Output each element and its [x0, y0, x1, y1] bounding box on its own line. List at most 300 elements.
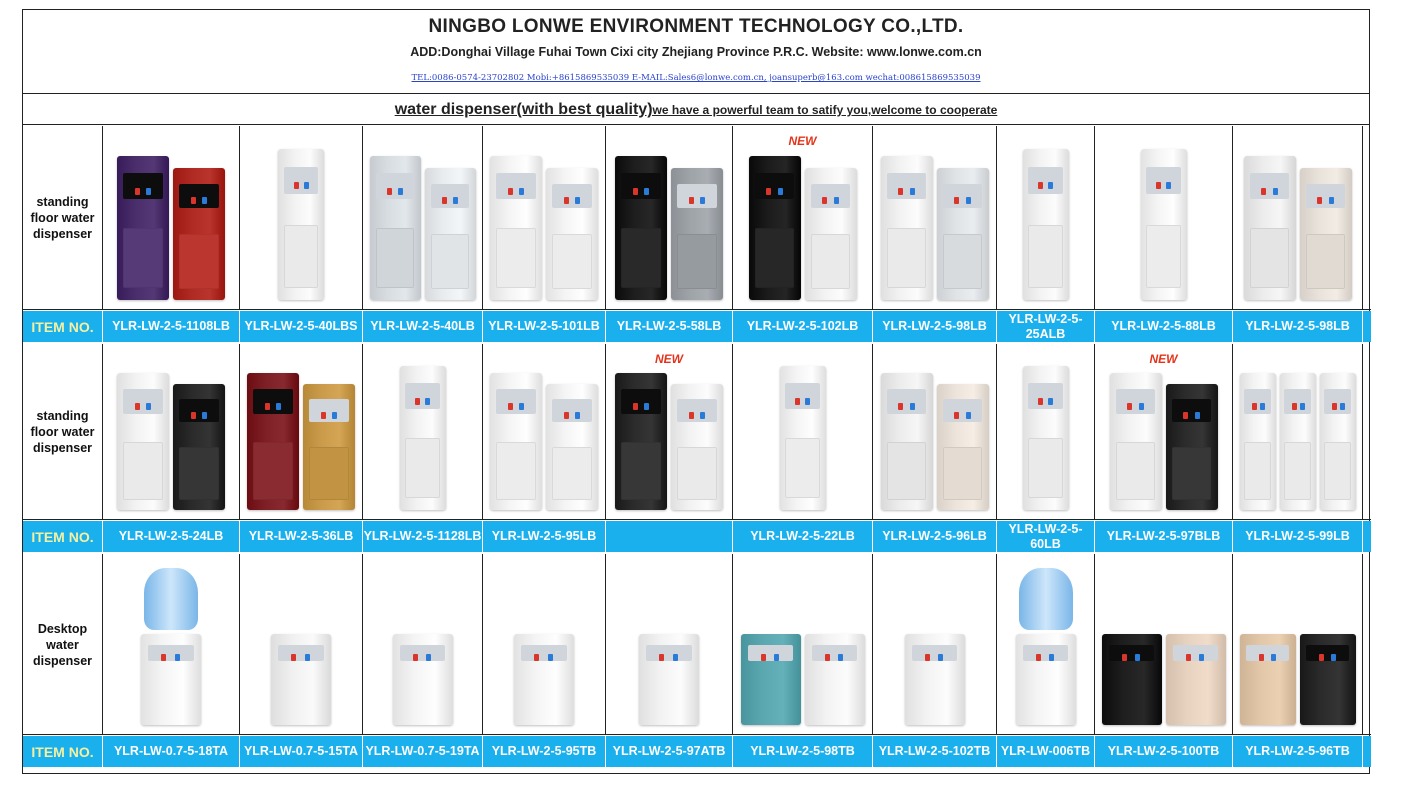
cold-tap-icon: [305, 654, 310, 661]
cold-tap-icon: [774, 654, 779, 661]
dispensing-recess: [677, 399, 717, 422]
dispenser-image: [1016, 634, 1076, 725]
dispenser-image: [514, 634, 574, 725]
dispenser-image: [1244, 156, 1296, 300]
hot-tap-icon: [1332, 403, 1337, 410]
cold-tap-icon: [575, 412, 580, 419]
item-code: YLR-LW-2-5-60LB: [997, 521, 1095, 552]
dispenser-image: [615, 156, 667, 300]
dispenser-image: [615, 373, 667, 510]
cold-tap-icon: [1048, 182, 1053, 189]
hot-tap-icon: [898, 403, 903, 410]
cold-tap-icon: [966, 412, 971, 419]
cold-tap-icon: [304, 182, 309, 189]
cold-tap-icon: [966, 197, 971, 204]
hot-tap-icon: [265, 403, 270, 410]
dispenser-image: [671, 168, 723, 300]
hot-tap-icon: [508, 188, 513, 195]
hot-tap-icon: [954, 197, 959, 204]
hot-tap-icon: [1261, 188, 1266, 195]
dispenser-image: [117, 373, 169, 510]
catalog-subtitle: [23, 95, 1369, 125]
hot-tap-icon: [1317, 197, 1322, 204]
dispensing-recess: [912, 645, 958, 661]
product-image-cell[interactable]: [997, 554, 1095, 735]
item-code: YLR-LW-2-5-98TB: [733, 736, 873, 767]
dispensing-recess: [1324, 389, 1351, 414]
hot-tap-icon: [633, 403, 638, 410]
cold-tap-icon: [673, 654, 678, 661]
item-no-label: ITEM NO.: [23, 521, 103, 552]
item-code: YLR-LW-2-5-100TB: [1095, 736, 1233, 767]
hot-tap-icon: [564, 197, 569, 204]
dispenser-image: [1110, 373, 1162, 510]
dispenser-image: [490, 373, 542, 510]
dispenser-image: [247, 373, 299, 510]
product-image-cell[interactable]: [606, 344, 733, 520]
hot-tap-icon: [659, 654, 664, 661]
company-address: ADD:Donghai Village Fuhai Town Cixi city Zhejiang Province P.R.C. Website: www.lonwe.com.cn: [410, 45, 982, 59]
hot-tap-icon: [633, 188, 638, 195]
hot-tap-icon: [925, 654, 930, 661]
item-code: YLR-LW-2-5-98LB: [873, 311, 997, 342]
cold-tap-icon: [146, 188, 151, 195]
item-code: YLR-LW-2-5-101LB: [483, 311, 606, 342]
item-number-row: [23, 521, 1371, 552]
dispenser-image: [1300, 634, 1356, 725]
catalog-sheet: [22, 9, 1370, 774]
subtitle-tail: we have a powerful team to satify you,welcome to cooperate: [652, 103, 998, 117]
product-image-cell[interactable]: [873, 344, 997, 520]
item-code: YLR-LW-2-5-25ALB: [997, 311, 1095, 342]
hot-tap-icon: [898, 188, 903, 195]
cold-tap-icon: [938, 654, 943, 661]
item-code: YLR-LW-2-5-102TB: [873, 736, 997, 767]
new-badge: NEW: [788, 134, 817, 148]
hot-tap-icon: [1319, 654, 1324, 661]
cabinet-door: [943, 447, 983, 500]
cold-tap-icon: [1135, 654, 1140, 661]
cold-tap-icon: [1199, 654, 1204, 661]
item-code: YLR-LW-2-5-88LB: [1095, 311, 1233, 342]
dispensing-recess: [811, 184, 851, 208]
category-label: Desktop water dispenser: [23, 554, 103, 735]
dispensing-recess: [148, 645, 194, 661]
dispenser-image: [1280, 373, 1316, 510]
product-image-cell[interactable]: [1095, 344, 1233, 520]
product-image-cell[interactable]: [606, 126, 733, 310]
cabinet-door: [496, 228, 536, 288]
item-number-row: [23, 736, 1371, 767]
cabinet-door: [1306, 234, 1346, 289]
dispenser-image: [278, 149, 324, 300]
new-badge: NEW: [1149, 352, 1178, 366]
cabinet-door: [552, 234, 592, 289]
category-label: standing floor water dispenser: [23, 344, 103, 520]
cabinet-door: [811, 234, 851, 289]
dispenser-image: [805, 634, 865, 725]
hot-tap-icon: [825, 654, 830, 661]
hot-tap-icon: [321, 412, 326, 419]
cold-tap-icon: [910, 403, 915, 410]
item-code: YLR-LW-2-5-40LB: [363, 311, 483, 342]
dispenser-image: [780, 366, 826, 510]
product-image-cell[interactable]: [997, 126, 1095, 310]
item-code: YLR-LW-2-5-99LB: [1233, 521, 1363, 552]
dispenser-image: [639, 634, 699, 725]
cold-tap-icon: [1049, 654, 1054, 661]
item-code: YLR-LW-2-5-22LB: [733, 521, 873, 552]
dispensing-recess: [123, 389, 163, 414]
dispenser-image: [546, 168, 598, 300]
hot-tap-icon: [1038, 398, 1043, 405]
product-image-cell[interactable]: [733, 126, 873, 310]
cold-tap-icon: [834, 197, 839, 204]
dispensing-recess: [812, 645, 858, 661]
dispenser-image: [1023, 366, 1069, 510]
dispenser-image: [1240, 373, 1276, 510]
product-image-cell[interactable]: [1233, 126, 1363, 310]
hot-tap-icon: [508, 403, 513, 410]
dispensing-recess: [621, 173, 661, 199]
product-image-cell[interactable]: [103, 126, 240, 310]
cold-tap-icon: [426, 654, 431, 661]
cabinet-door: [552, 447, 592, 500]
dispenser-image: [1166, 384, 1218, 510]
dispenser-image: [1300, 168, 1352, 300]
item-code: YLR-LW-2-5-1108LB: [103, 311, 240, 342]
product-image-cell[interactable]: [997, 344, 1095, 520]
cabinet-door: [785, 438, 820, 498]
dispensing-recess: [1284, 389, 1311, 414]
cold-tap-icon: [202, 197, 207, 204]
hot-tap-icon: [766, 188, 771, 195]
product-image-cell[interactable]: [363, 344, 483, 520]
dispenser-image: [1320, 373, 1356, 510]
dispensing-recess: [1028, 167, 1063, 194]
dispensing-recess: [1173, 645, 1219, 661]
product-image-cell[interactable]: [240, 344, 363, 520]
cabinet-door: [179, 234, 219, 289]
cabinet-door: [1172, 447, 1212, 500]
dispenser-image: [490, 156, 542, 300]
dispensing-recess: [1244, 389, 1271, 414]
hot-tap-icon: [135, 403, 140, 410]
company-name: NINGBO LONWE ENVIRONMENT TECHNOLOGY CO.,LTD.: [428, 16, 964, 37]
cabinet-door: [179, 447, 219, 500]
cold-tap-icon: [575, 197, 580, 204]
cold-tap-icon: [175, 654, 180, 661]
dispensing-recess: [1306, 645, 1349, 661]
cold-tap-icon: [838, 654, 843, 661]
dispensing-recess: [887, 389, 927, 414]
cold-tap-icon: [644, 403, 649, 410]
cold-tap-icon: [146, 403, 151, 410]
item-code: YLR-LW-2-5-40LBS: [240, 311, 363, 342]
item-code: YLR-LW-0.7-5-15TA: [240, 736, 363, 767]
hot-tap-icon: [161, 654, 166, 661]
hot-tap-icon: [1183, 412, 1188, 419]
new-badge: NEW: [655, 352, 683, 366]
item-code: YLR-LW-2-5-58LB: [606, 311, 733, 342]
category-label: standing floor water dispenser: [23, 126, 103, 310]
hot-tap-icon: [191, 412, 196, 419]
dispensing-recess: [755, 173, 795, 199]
dispensing-recess: [521, 645, 567, 661]
product-image-cell[interactable]: [240, 554, 363, 735]
cold-tap-icon: [910, 188, 915, 195]
hot-tap-icon: [822, 197, 827, 204]
dispenser-image: [1141, 149, 1187, 300]
cabinet-door: [1116, 442, 1156, 500]
cold-tap-icon: [1300, 403, 1305, 410]
hot-tap-icon: [387, 188, 392, 195]
dispenser-image: [425, 168, 476, 300]
cold-tap-icon: [1331, 654, 1336, 661]
product-image-row: [23, 554, 1371, 735]
dispenser-image: [741, 634, 801, 725]
hot-tap-icon: [761, 654, 766, 661]
dispensing-recess: [677, 184, 717, 208]
cold-tap-icon: [1166, 182, 1171, 189]
hot-tap-icon: [1252, 403, 1257, 410]
item-code: YLR-LW-2-5-97BLB: [1095, 521, 1233, 552]
cabinet-door: [376, 228, 415, 288]
dispenser-image: [881, 156, 933, 300]
dispensing-recess: [496, 173, 536, 199]
dispenser-image: [370, 156, 421, 300]
contact-line[interactable]: TEL:0086-0574-23702802 Mobi:+8615869535039 E-MAIL:Sales6@lonwe.com.cn, joansuperb@163.com wechat:008615869535039: [411, 73, 981, 83]
cold-tap-icon: [778, 188, 783, 195]
product-image-cell[interactable]: [103, 344, 240, 520]
dispenser-image: [141, 634, 201, 725]
hot-tap-icon: [689, 412, 694, 419]
dispensing-recess: [1109, 645, 1155, 661]
product-image-cell[interactable]: [363, 126, 483, 310]
hot-tap-icon: [191, 197, 196, 204]
water-bottle-icon: [1019, 568, 1073, 630]
dispensing-recess: [376, 173, 415, 199]
cabinet-door: [887, 442, 927, 500]
dispensing-recess: [1146, 167, 1181, 194]
cold-tap-icon: [805, 398, 810, 405]
cabinet-door: [1146, 225, 1181, 288]
cold-tap-icon: [1195, 412, 1200, 419]
dispenser-image: [749, 156, 801, 300]
hot-tap-icon: [1259, 654, 1264, 661]
cold-tap-icon: [1329, 197, 1334, 204]
cabinet-door: [123, 228, 163, 288]
product-image-cell[interactable]: [733, 554, 873, 735]
cabinet-door: [887, 228, 927, 288]
dispensing-recess: [748, 645, 794, 661]
dispensing-recess: [496, 389, 536, 414]
dispensing-recess: [1250, 173, 1290, 199]
product-image-cell[interactable]: [1233, 554, 1363, 735]
cabinet-door: [677, 234, 717, 289]
hot-tap-icon: [291, 654, 296, 661]
dispensing-recess: [1116, 389, 1156, 414]
cabinet-door: [309, 447, 349, 500]
dispensing-recess: [309, 399, 349, 422]
hot-tap-icon: [1156, 182, 1161, 189]
dispenser-image: [1166, 634, 1226, 725]
dispensing-recess: [943, 184, 983, 208]
dispensing-recess: [552, 399, 592, 422]
item-code: YLR-LW-2-5-1128LB: [363, 521, 483, 552]
dispenser-image: [173, 384, 225, 510]
dispensing-recess: [1246, 645, 1289, 661]
cold-tap-icon: [1340, 403, 1345, 410]
dispensing-recess: [123, 173, 163, 199]
dispensing-recess: [552, 184, 592, 208]
cabinet-door: [1244, 442, 1271, 500]
cabinet-door: [284, 225, 319, 288]
item-code: YLR-LW-2-5-95LB: [483, 521, 606, 552]
dispenser-image: [400, 366, 446, 510]
product-image-cell[interactable]: [483, 344, 606, 520]
item-code: YLR-LW-2-5-24LB: [103, 521, 240, 552]
cold-tap-icon: [519, 403, 524, 410]
cabinet-door: [943, 234, 983, 289]
item-code: YLR-LW-2-5-96TB: [1233, 736, 1363, 767]
dispenser-image: [937, 384, 989, 510]
cabinet-door: [431, 234, 470, 289]
dispensing-recess: [785, 383, 820, 409]
dispensing-recess: [405, 383, 440, 409]
hot-tap-icon: [442, 197, 447, 204]
product-image-cell[interactable]: [1095, 554, 1233, 735]
dispenser-image: [117, 156, 169, 300]
hot-tap-icon: [135, 188, 140, 195]
hot-tap-icon: [413, 654, 418, 661]
dispenser-image: [303, 384, 355, 510]
item-code: [606, 521, 733, 552]
dispenser-image: [937, 168, 989, 300]
dispensing-recess: [253, 389, 293, 414]
dispenser-image: [905, 634, 965, 725]
dispensing-recess: [431, 184, 470, 208]
item-code: YLR-LW-2-5-102LB: [733, 311, 873, 342]
cold-tap-icon: [1271, 654, 1276, 661]
dispenser-image: [1023, 149, 1069, 300]
hot-tap-icon: [689, 197, 694, 204]
item-number-row: [23, 311, 1371, 342]
cold-tap-icon: [276, 403, 281, 410]
dispenser-image: [1240, 634, 1296, 725]
cabinet-door: [1324, 442, 1351, 500]
cabinet-door: [621, 442, 661, 500]
hot-tap-icon: [795, 398, 800, 405]
cold-tap-icon: [202, 412, 207, 419]
hot-tap-icon: [954, 412, 959, 419]
dispensing-recess: [179, 184, 219, 208]
dispensing-recess: [1023, 645, 1069, 661]
hot-tap-icon: [294, 182, 299, 189]
product-image-cell[interactable]: [240, 126, 363, 310]
cold-tap-icon: [398, 188, 403, 195]
hot-tap-icon: [534, 654, 539, 661]
dispenser-image: [173, 168, 225, 300]
dispenser-image: [393, 634, 453, 725]
hot-tap-icon: [1038, 182, 1043, 189]
cabinet-door: [496, 442, 536, 500]
hot-tap-icon: [1292, 403, 1297, 410]
hot-tap-icon: [1036, 654, 1041, 661]
cold-tap-icon: [548, 654, 553, 661]
subtitle-main: water dispenser(with best quality): [394, 101, 653, 118]
dispenser-image: [805, 168, 857, 300]
dispenser-image: [546, 384, 598, 510]
product-image-cell[interactable]: [1233, 344, 1363, 520]
cold-tap-icon: [1139, 403, 1144, 410]
hot-tap-icon: [1186, 654, 1191, 661]
cabinet-door: [1028, 438, 1063, 498]
cold-tap-icon: [1048, 398, 1053, 405]
dispenser-image: [671, 384, 723, 510]
product-image-cell[interactable]: [873, 554, 997, 735]
item-no-label: ITEM NO.: [23, 311, 103, 342]
cabinet-door: [253, 442, 293, 500]
dispensing-recess: [179, 399, 219, 422]
cabinet-door: [621, 228, 661, 288]
dispensing-recess: [1306, 184, 1346, 208]
cold-tap-icon: [1260, 403, 1265, 410]
cabinet-door: [1284, 442, 1311, 500]
item-code: YLR-LW-2-5-96LB: [873, 521, 997, 552]
cold-tap-icon: [332, 412, 337, 419]
cold-tap-icon: [644, 188, 649, 195]
cold-tap-icon: [700, 412, 705, 419]
item-code: YLR-LW-2-5-36LB: [240, 521, 363, 552]
product-image-cell[interactable]: [733, 344, 873, 520]
item-code: YLR-LW-2-5-95TB: [483, 736, 606, 767]
dispenser-image: [271, 634, 331, 725]
product-image-cell[interactable]: [1095, 126, 1233, 310]
product-image-cell[interactable]: [483, 554, 606, 735]
dispenser-image: [1102, 634, 1162, 725]
item-code: YLR-LW-0.7-5-18TA: [103, 736, 240, 767]
product-image-cell[interactable]: [873, 126, 997, 310]
cabinet-door: [123, 442, 163, 500]
hot-tap-icon: [1122, 654, 1127, 661]
cabinet-door: [405, 438, 440, 498]
cabinet-door: [755, 228, 795, 288]
hot-tap-icon: [1127, 403, 1132, 410]
hot-tap-icon: [415, 398, 420, 405]
dispensing-recess: [1028, 383, 1063, 409]
dispensing-recess: [943, 399, 983, 422]
product-image-cell[interactable]: [363, 554, 483, 735]
item-no-label: ITEM NO.: [23, 736, 103, 767]
cold-tap-icon: [425, 398, 430, 405]
product-image-row: [23, 344, 1371, 520]
product-image-cell[interactable]: [606, 554, 733, 735]
product-image-cell[interactable]: [103, 554, 240, 735]
cold-tap-icon: [1273, 188, 1278, 195]
cold-tap-icon: [519, 188, 524, 195]
dispenser-image: [881, 373, 933, 510]
item-code: YLR-LW-2-5-98LB: [1233, 311, 1363, 342]
dispensing-recess: [284, 167, 319, 194]
item-code: YLR-LW-006TB: [997, 736, 1095, 767]
water-bottle-icon: [144, 568, 198, 630]
item-code: YLR-LW-2-5-97ATB: [606, 736, 733, 767]
hot-tap-icon: [564, 412, 569, 419]
dispensing-recess: [278, 645, 324, 661]
product-image-cell[interactable]: [483, 126, 606, 310]
dispensing-recess: [1172, 399, 1212, 422]
